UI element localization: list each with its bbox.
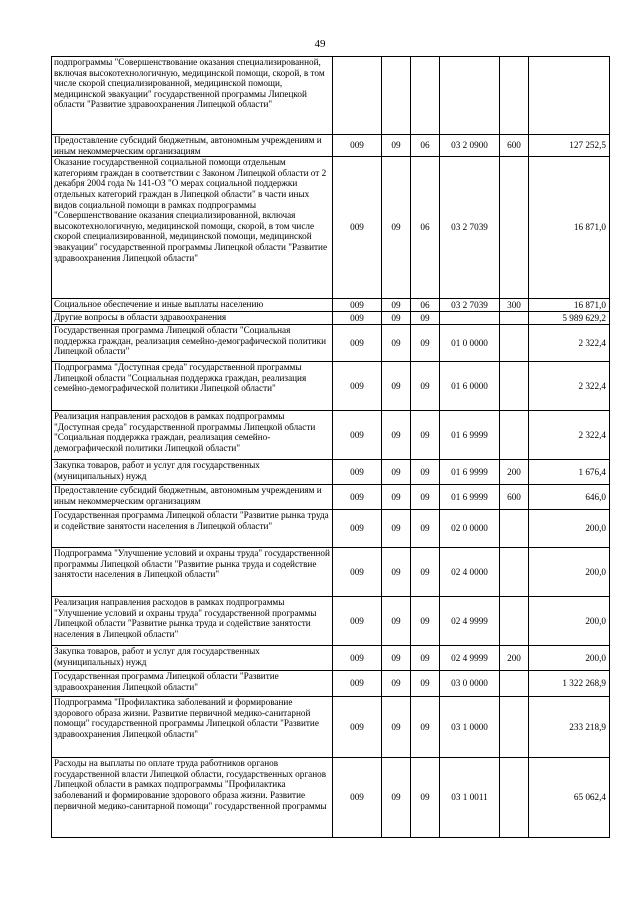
row-name: Предоставление субсидий бюджетным, автономным учреждениям и иным некоммерческим организациям	[52, 485, 333, 510]
row-subsection: 09	[411, 485, 440, 510]
row-name: Закупка товаров, работ и услуг для государственных (муниципальных) нужд	[52, 646, 333, 671]
table-row	[52, 325, 610, 362]
row-expense-type	[500, 157, 529, 299]
row-expense-type: 200	[500, 460, 529, 485]
row-section: 09	[382, 597, 411, 646]
row-subsection: 09	[411, 646, 440, 671]
row-admin-code: 009	[333, 157, 382, 299]
row-name: подпрограммы "Совершенствование оказания специализированной, включая высокотехнологичную, медицинской помощи, скорой, в том числе скорой специализированной, медицинской помощи, медицинской эвакуации" государственной программы Липецкой области "Развитие здравоохранения Липецкой области"	[52, 57, 333, 135]
row-amount: 16 871,0	[529, 299, 610, 312]
row-admin-code: 009	[333, 510, 382, 548]
row-section: 09	[382, 411, 411, 460]
row-amount: 200,0	[529, 548, 610, 597]
row-amount: 200,0	[529, 646, 610, 671]
row-target-article: 01 6 0000	[440, 362, 500, 411]
row-subsection: 06	[411, 299, 440, 312]
row-target-article: 03 2 7039	[440, 299, 500, 312]
row-admin-code: 009	[333, 325, 382, 362]
row-expense-type	[500, 548, 529, 597]
row-subsection: 09	[411, 411, 440, 460]
row-name: Подпрограмма "Улучшение условий и охраны труда" государственной программы Липецкой области "Развитие рынка труда и содействие занятости населения в Липецкой области"	[52, 548, 333, 597]
row-section: 09	[382, 758, 411, 838]
row-expense-type	[500, 411, 529, 460]
row-expense-type	[500, 362, 529, 411]
row-target-article	[440, 312, 500, 325]
table-row	[52, 485, 610, 510]
table-row	[52, 411, 610, 460]
row-amount: 646,0	[529, 485, 610, 510]
row-subsection: 06	[411, 157, 440, 299]
row-name: Реализация направления расходов в рамках подпрограммы "Улучшение условий и охраны труда" государственной программы Липецкой области "Развитие рынка труда и содействие занятости населения в Липецкой области"	[52, 597, 333, 646]
table-row	[52, 548, 610, 597]
row-section: 09	[382, 325, 411, 362]
row-amount: 2 322,4	[529, 411, 610, 460]
row-target-article: 03 2 7039	[440, 157, 500, 299]
row-admin-code: 009	[333, 697, 382, 758]
row-section: 09	[382, 312, 411, 325]
table-row	[52, 510, 610, 548]
table-row	[52, 597, 610, 646]
row-amount: 127 252,5	[529, 135, 610, 157]
row-amount	[529, 57, 610, 135]
row-expense-type: 600	[500, 485, 529, 510]
row-section: 09	[382, 646, 411, 671]
table-row	[52, 299, 610, 312]
row-expense-type	[500, 510, 529, 548]
row-amount: 1 322 268,9	[529, 671, 610, 697]
row-name: Подпрограмма "Доступная среда" государственной программы Липецкой области "Социальная поддержка граждан, реализация семейно-демографической политики Липецкой области"	[52, 362, 333, 411]
table-row	[52, 57, 610, 135]
table-row	[52, 460, 610, 485]
row-section: 09	[382, 510, 411, 548]
row-admin-code: 009	[333, 548, 382, 597]
row-expense-type	[500, 597, 529, 646]
row-section: 09	[382, 135, 411, 157]
row-target-article: 03 1 0000	[440, 697, 500, 758]
budget-table	[51, 56, 610, 838]
row-amount: 5 989 629,2	[529, 312, 610, 325]
row-section	[382, 57, 411, 135]
row-admin-code	[333, 57, 382, 135]
row-subsection: 06	[411, 135, 440, 157]
row-amount: 233 218,9	[529, 697, 610, 758]
row-expense-type	[500, 312, 529, 325]
row-expense-type: 600	[500, 135, 529, 157]
row-subsection: 09	[411, 510, 440, 548]
row-section: 09	[382, 460, 411, 485]
row-target-article: 02 4 9999	[440, 646, 500, 671]
row-subsection: 09	[411, 671, 440, 697]
row-expense-type: 300	[500, 299, 529, 312]
row-target-article: 01 6 9999	[440, 411, 500, 460]
row-target-article: 01 6 9999	[440, 485, 500, 510]
page-number: 49	[314, 38, 326, 50]
row-subsection: 09	[411, 312, 440, 325]
row-name: Государственная программа Липецкой области "Социальная поддержка граждан, реализация семейно-демографической политики Липецкой области"	[52, 325, 333, 362]
row-section: 09	[382, 362, 411, 411]
row-admin-code: 009	[333, 312, 382, 325]
row-target-article: 02 4 9999	[440, 597, 500, 646]
row-name: Предоставление субсидий бюджетным, автономным учреждениям и иным некоммерческим организациям	[52, 135, 333, 157]
row-expense-type	[500, 57, 529, 135]
row-expense-type	[500, 758, 529, 838]
row-amount: 2 322,4	[529, 362, 610, 411]
row-name: Оказание государственной социальной помощи отдельным категориям граждан в соответствии с Законом Липецкой области от 2 декабря 2004 года № 141-ОЗ "О мерах социальной поддержки отдельных категорий граждан в Липецкой области" в части иных видов социальной помощи в рамках подпрограммы "Совершенствование оказания специализированной, включая высокотехнологичную, медицинской помощи, скорой, в том числе скорой специализированной, медицинской помощи, медицинской эвакуации" государственной программы Липецкой области "Развитие здравоохранения Липецкой области"	[52, 157, 333, 299]
row-section: 09	[382, 697, 411, 758]
row-amount: 1 676,4	[529, 460, 610, 485]
row-amount: 2 322,4	[529, 325, 610, 362]
row-section: 09	[382, 157, 411, 299]
row-subsection: 09	[411, 548, 440, 597]
row-name: Государственная программа Липецкой области "Развитие здравоохранения Липецкой области"	[52, 671, 333, 697]
row-target-article: 01 0 0000	[440, 325, 500, 362]
row-section: 09	[382, 548, 411, 597]
row-subsection: 09	[411, 460, 440, 485]
row-name: Расходы на выплаты по оплате труда работников органов государственной власти Липецкой области, государственных органов Липецкой области в рамках подпрограммы "Профилактика заболеваний и формирование здорового образа жизни. Развитие первичной медико-санитарной помощи" государственной программы	[52, 758, 333, 838]
row-name: Закупка товаров, работ и услуг для государственных (муниципальных) нужд	[52, 460, 333, 485]
row-amount: 200,0	[529, 597, 610, 646]
row-amount: 16 871,0	[529, 157, 610, 299]
row-target-article: 03 2 0900	[440, 135, 500, 157]
row-admin-code: 009	[333, 299, 382, 312]
row-expense-type: 200	[500, 646, 529, 671]
row-section: 09	[382, 299, 411, 312]
row-expense-type	[500, 697, 529, 758]
row-target-article: 03 1 0011	[440, 758, 500, 838]
table-row	[52, 135, 610, 157]
row-subsection	[411, 57, 440, 135]
row-expense-type	[500, 325, 529, 362]
row-section: 09	[382, 671, 411, 697]
row-expense-type	[500, 671, 529, 697]
row-admin-code: 009	[333, 135, 382, 157]
row-admin-code: 009	[333, 758, 382, 838]
row-admin-code: 009	[333, 460, 382, 485]
row-subsection: 09	[411, 597, 440, 646]
row-subsection: 09	[411, 697, 440, 758]
row-admin-code: 009	[333, 411, 382, 460]
row-name: Государственная программа Липецкой области "Развитие рынка труда и содействие занятости населения в Липецкой области"	[52, 510, 333, 548]
table-row	[52, 646, 610, 671]
table-row	[52, 671, 610, 697]
row-name: Подпрограмма "Профилактика заболеваний и формирование здорового образа жизни. Развитие первичной медико-санитарной помощи" государственной программы Липецкой области "Развитие здравоохранения Липецкой области"	[52, 697, 333, 758]
row-subsection: 09	[411, 325, 440, 362]
row-target-article: 02 0 0000	[440, 510, 500, 548]
row-target-article: 01 6 9999	[440, 460, 500, 485]
row-target-article: 02 4 0000	[440, 548, 500, 597]
row-admin-code: 009	[333, 362, 382, 411]
row-name: Реализация направления расходов в рамках подпрограммы "Доступная среда" государственной программы Липецкой области "Социальная поддержка граждан, реализация семейно-демографической политики Липецкой области"	[52, 411, 333, 460]
row-name: Другие вопросы в области здравоохранения	[52, 312, 333, 325]
row-amount: 200,0	[529, 510, 610, 548]
row-target-article: 03 0 0000	[440, 671, 500, 697]
table-row	[52, 758, 610, 838]
row-name: Социальное обеспечение и иные выплаты населению	[52, 299, 333, 312]
row-admin-code: 009	[333, 485, 382, 510]
table-row	[52, 697, 610, 758]
row-subsection: 09	[411, 362, 440, 411]
table-row	[52, 362, 610, 411]
row-section: 09	[382, 485, 411, 510]
row-admin-code: 009	[333, 597, 382, 646]
row-subsection: 09	[411, 758, 440, 838]
table-row	[52, 312, 610, 325]
row-amount: 65 062,4	[529, 758, 610, 838]
row-target-article	[440, 57, 500, 135]
row-admin-code: 009	[333, 646, 382, 671]
table-row	[52, 157, 610, 299]
row-admin-code: 009	[333, 671, 382, 697]
